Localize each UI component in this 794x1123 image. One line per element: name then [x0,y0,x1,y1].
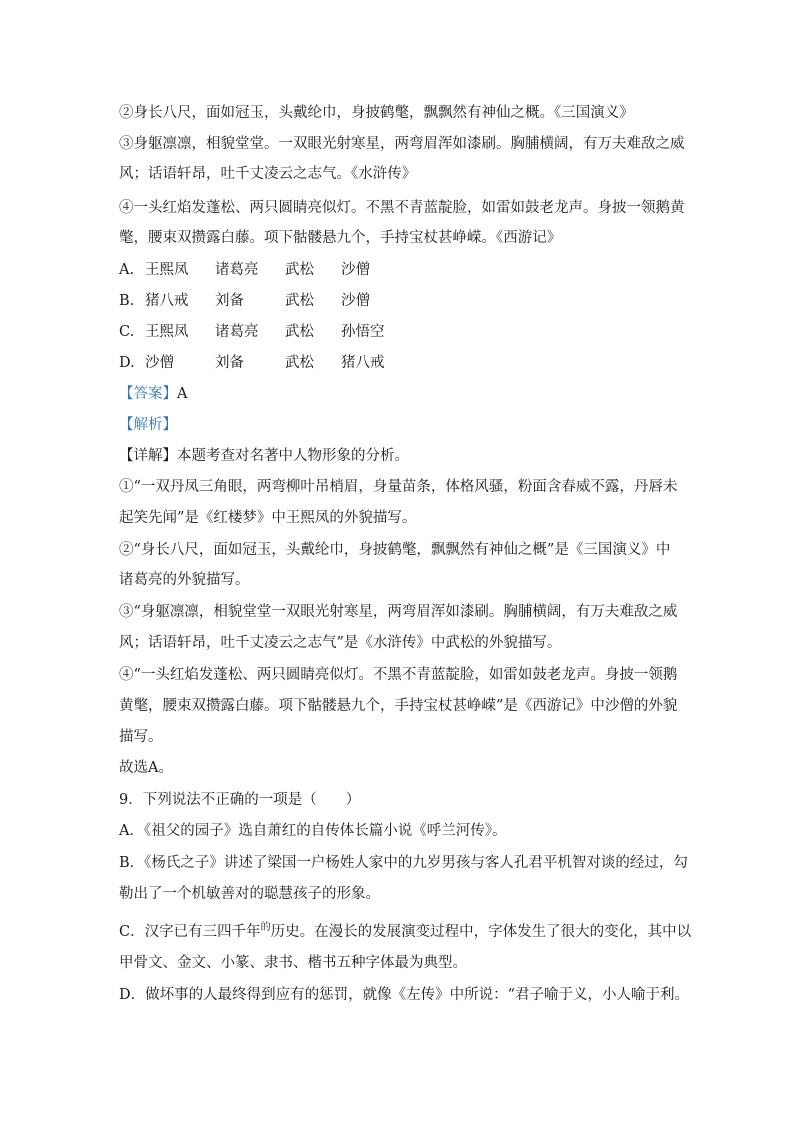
option-b [119,291,370,311]
detail-line [119,446,409,466]
explanation-line: 起笑先闻”是《红楼梦》中王熙凤的外貌描写。 [119,510,417,526]
question-9-stem: 9．下列说法不正确的一项是（ ） [119,792,361,808]
option-col2: 刘备 [215,355,244,371]
option-letter: A. [119,262,135,278]
question-item-4-line1: ④一头红焰发蓬松、两只圆睛亮似灯。不黑不青蓝靛脸，如雷如鼓老龙声。身披一领鹅黄 [119,200,685,216]
question-9-option-b-line1: B．《杨氏之子》讲述了梁国一户杨姓人家中的九岁男孩与客人孔君平机智对谈的经过，勾 [119,855,688,871]
option-c-text-post: 历史。在漫长的发展演变过程中，字体发生了很大的变化，其中以 [270,924,692,940]
option-col4: 猪八戒 [341,355,385,371]
question-9-option-a: A．《祖父的园子》选自萧红的自传体长篇小说《呼兰河传》。 [119,823,507,839]
option-c [119,322,385,342]
question-9-option-b-line2: 勒出了一个机敏善对的聪慧孩子的形象。 [119,886,380,902]
option-col1: 猪八戒 [145,293,189,309]
option-col2: 诸葛亮 [215,262,259,278]
option-col1: 王熙凤 [145,262,189,278]
option-col2: 刘备 [215,293,244,309]
option-col3: 武松 [285,324,314,340]
explanation-line: ④“一头红焰发蓬松、两只圆睛亮似灯。不黑不青蓝靛脸，如雷如鼓老龙声。身披一领鹅 [119,667,678,683]
detail-text: 本题考查对名著中人物形象的分析。 [177,448,409,464]
option-letter: C. [119,324,135,340]
option-c-small-char: 的 [260,922,271,934]
option-col4: 沙僧 [341,262,370,278]
option-col1: 沙僧 [145,355,174,371]
analysis-tag: 【解析】 [119,417,177,433]
question-9-option-c-line2: 甲骨文、金文、小篆、隶书、楷书五种字体最为典型。 [119,955,467,971]
option-letter: D. [119,355,135,371]
explanation-line: ②“身长八尺，面如冠玉，头戴纶巾，身披鹤氅，飘飘然有神仙之概”是《三国演义》中 [119,542,671,558]
option-col4: 沙僧 [341,293,370,309]
option-col1: 王熙凤 [145,324,189,340]
detail-tag: 【详解】 [119,448,177,464]
question-item-3-line2: 风；话语轩昂，吐千丈凌云之志气。《水浒传》 [119,166,417,182]
option-c-text-pre: C．汉字已有三四千年 [119,924,261,940]
question-9-option-c-line1 [119,922,691,942]
option-letter: B. [119,293,135,309]
option-col2: 诸葛亮 [215,324,259,340]
conclusion: 故选A。 [119,760,173,776]
answer-value: A [177,386,188,402]
answer-line [119,384,187,404]
option-col3: 武松 [285,293,314,309]
option-a [119,260,370,280]
option-col3: 武松 [285,262,314,278]
analysis-line [119,415,177,435]
question-9-option-d: D．做坏事的人最终得到应有的惩罚，就像《左传》中所说：“君子喻于义，小人喻于利。 [119,987,690,1003]
explanation-line: ③“身躯凛凛，相貌堂堂一双眼光射寒星，两弯眉浑如漆刷。胸脯横阔，有万夫难敌之威 [119,604,678,620]
explanation-line: 风；话语轩昂，吐千丈凌云之志气”是《水浒传》中武松的外貌描写。 [119,635,562,651]
option-d [119,353,385,373]
option-col3: 武松 [285,355,314,371]
option-col4: 孙悟空 [341,324,385,340]
explanation-line: 描写。 [119,729,163,745]
answer-tag: 【答案】 [119,386,177,402]
explanation-line: ①“一双丹凤三角眼，两弯柳叶吊梢眉，身量苗条，体格风骚，粉面含春威不露，丹唇未 [119,479,678,495]
question-item-3-line1: ③身躯凛凛，相貌堂堂。一双眼光射寒星，两弯眉浑如漆刷。胸脯横阔，有万夫难敌之威 [119,136,685,152]
question-item-4-line2: 氅，腰束双攒露白藤。项下骷髅悬九个，手持宝杖甚峥嵘。《西游记》 [119,230,562,246]
explanation-line: 黄氅，腰束双攒露白藤。项下骷髅悬九个，手持宝杖甚峥嵘”是《西游记》中沙僧的外貌 [119,698,678,714]
explanation-line: 诸葛亮的外貌描写。 [119,572,250,588]
question-item-2: ②身长八尺，面如冠玉，头戴纶巾，身披鹤氅，飘飘然有神仙之概。《三国演义》 [119,105,634,121]
